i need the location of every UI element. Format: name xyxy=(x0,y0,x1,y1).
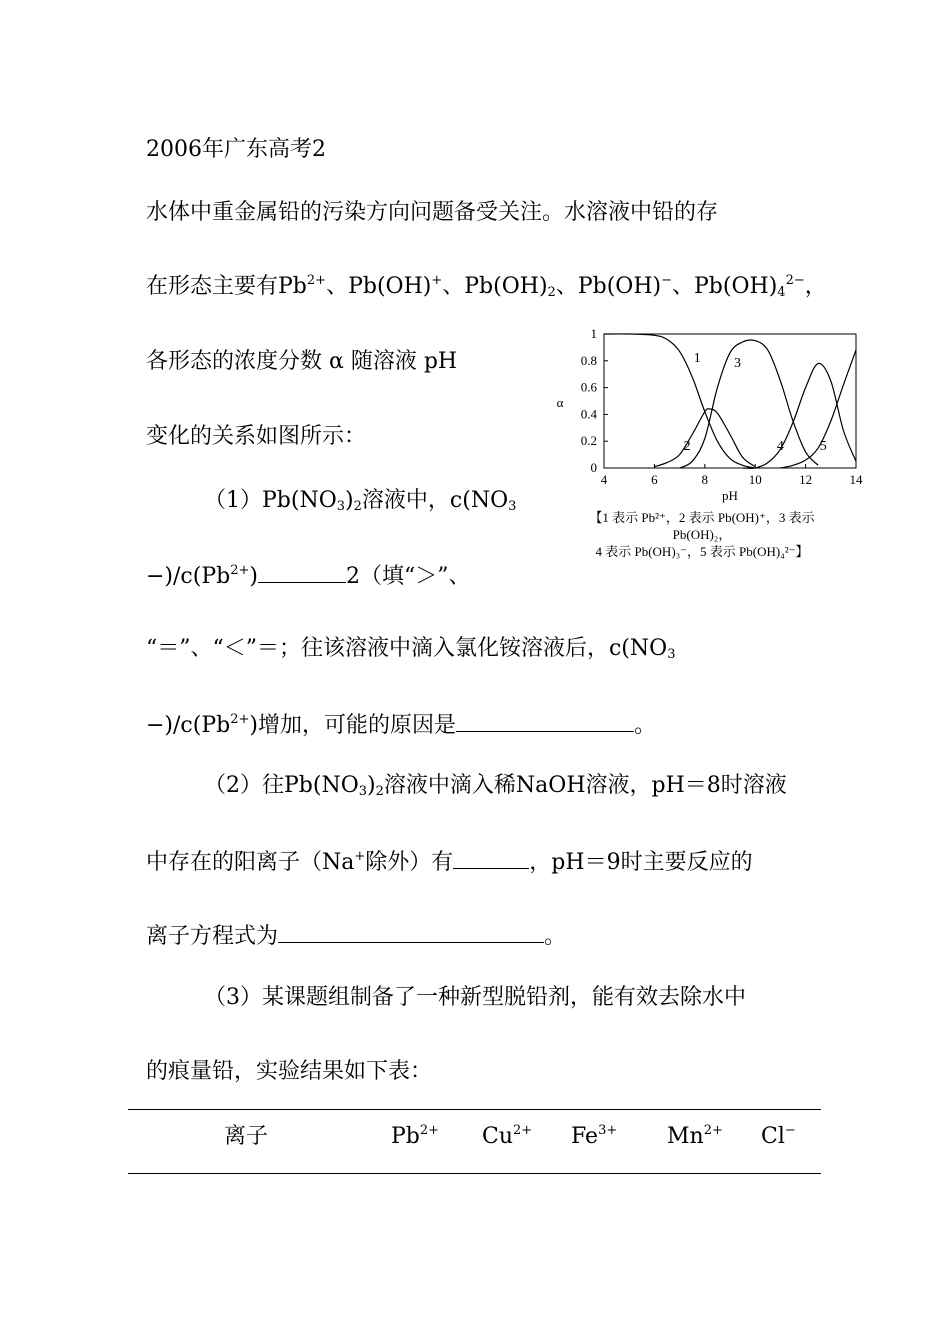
table-header-rule xyxy=(128,1173,821,1174)
x-tick-label: 8 xyxy=(701,472,709,487)
x-tick-label: 10 xyxy=(748,472,762,487)
text: ) xyxy=(345,488,354,513)
answer-blank-4[interactable] xyxy=(278,920,544,943)
x-tick-label: 4 xyxy=(600,472,608,487)
text: )增加，可能的原因是 xyxy=(249,713,456,738)
charge: 2+ xyxy=(513,1123,533,1138)
subscript: 2 xyxy=(375,784,384,799)
text: 中存在的阳离子（Na xyxy=(146,850,355,875)
q2-line-1 xyxy=(204,771,787,801)
text: 2（填“＞”、 xyxy=(345,564,471,589)
text: ) xyxy=(249,564,258,589)
chart-caption-3: 4 表示 Pb(OH)₃⁻，5 表示 Pb(OH)₄²⁻】 xyxy=(595,544,809,559)
q3-line-1: （3）某课题组制备了一种新型脱铅剂，能有效去除水中 xyxy=(204,985,746,1010)
charge: 2+ xyxy=(306,273,327,288)
text: ， xyxy=(804,274,827,299)
q1-line-4 xyxy=(146,709,656,741)
q1-line-2 xyxy=(146,560,470,592)
x-tick-label: 6 xyxy=(651,472,658,487)
table-top-rule xyxy=(128,1109,821,1110)
charge: 2+ xyxy=(703,1123,723,1138)
text: 、Pb(OH) xyxy=(326,274,432,299)
text: “＝”、“＜”＝；往该溶液中滴入氯化铵溶液后，c(NO xyxy=(146,636,668,661)
table-col-cu xyxy=(482,1122,532,1152)
charge: + xyxy=(431,273,443,288)
series-label-2: 2 xyxy=(683,439,691,455)
series-label-1: 1 xyxy=(693,350,701,366)
text: （2）往Pb(NO xyxy=(204,773,359,798)
text: ) xyxy=(367,773,376,798)
text: Fe xyxy=(571,1124,599,1149)
text: 、Pb(OH) xyxy=(555,274,662,299)
page-title: 2006年广东高考2 xyxy=(146,137,326,162)
text: 除外）有 xyxy=(365,850,454,875)
y-tick-label: 0.4 xyxy=(580,406,597,422)
series-line-5 xyxy=(780,350,856,468)
y-tick-label: 1 xyxy=(590,326,597,341)
text: （1）Pb(NO xyxy=(204,488,337,513)
text: 、Pb(OH) xyxy=(672,274,778,299)
series-line-4 xyxy=(743,363,856,468)
charge: 2+ xyxy=(230,712,250,727)
q1-line-3 xyxy=(146,634,675,664)
text: −)/c(Pb xyxy=(146,713,231,738)
answer-blank-1[interactable] xyxy=(258,560,346,583)
text: Cl xyxy=(761,1124,785,1149)
table-col-fe xyxy=(571,1122,617,1152)
text: 、Pb(OH) xyxy=(442,274,548,299)
text: 。 xyxy=(633,713,656,738)
table-header-ion: 离子 xyxy=(224,1124,269,1149)
chart-caption-2: Pb(OH)₂， xyxy=(672,527,732,542)
text: Pb xyxy=(391,1124,420,1149)
text: 溶液中，c(NO xyxy=(361,488,509,513)
charge: 3+ xyxy=(598,1123,618,1138)
table-col-cl xyxy=(761,1122,796,1152)
q3-line-2: 的痕量铅，实验结果如下表： xyxy=(146,1059,433,1084)
intro-line-2 xyxy=(146,272,827,302)
subscript: 2 xyxy=(547,285,556,300)
subscript: 2 xyxy=(353,499,362,514)
text: 。 xyxy=(544,924,567,949)
text: ，pH＝9时主要反应的 xyxy=(529,850,753,875)
series-line-1 xyxy=(604,334,755,468)
y-tick-label: 0.8 xyxy=(580,352,597,368)
x-tick-label: 14 xyxy=(849,472,863,487)
text: −)/c(Pb xyxy=(146,564,231,589)
series-label-3: 3 xyxy=(734,356,742,372)
charge: − xyxy=(661,273,672,288)
text: 溶液中滴入稀NaOH溶液，pH＝8时溶液 xyxy=(383,773,787,798)
charge: − xyxy=(784,1123,796,1138)
y-tick-label: 0.2 xyxy=(580,433,597,449)
x-tick-label: 12 xyxy=(799,472,813,487)
series-label-5: 5 xyxy=(819,439,827,455)
table-col-pb xyxy=(391,1122,439,1152)
subscript: 3 xyxy=(508,499,517,514)
text: Cu xyxy=(482,1124,514,1149)
answer-blank-3[interactable] xyxy=(453,846,529,869)
chart-caption-1: 【1 表示 Pb²⁺，2 表示 Pb(OH)⁺，3 表示 xyxy=(589,510,815,525)
charge: + xyxy=(354,849,366,864)
answer-blank-2[interactable] xyxy=(456,709,634,732)
text: 离子方程式为 xyxy=(146,924,279,949)
q2-line-2 xyxy=(146,846,753,878)
series-label-4: 4 xyxy=(776,439,784,455)
charge: 2+ xyxy=(419,1123,440,1138)
intro-line-3: 各形态的浓度分数 α 随溶液 pH xyxy=(146,349,458,374)
y-tick-label: 0.6 xyxy=(580,379,597,395)
q1-line-1 xyxy=(204,486,516,516)
subscript: 3 xyxy=(667,647,676,662)
subscript: 3 xyxy=(336,499,346,514)
subscript: 4 xyxy=(777,285,786,300)
intro-line-4: 变化的关系如图所示： xyxy=(146,424,367,449)
subscript: 3 xyxy=(358,784,368,799)
y-axis-label: α xyxy=(556,395,564,410)
alpha-ph-chart xyxy=(548,322,866,510)
q2-line-3 xyxy=(146,920,566,952)
text: Mn xyxy=(667,1124,704,1149)
text: 在形态主要有Pb xyxy=(146,274,307,299)
intro-line-1: 水体中重金属铅的污染方向问题备受关注。水溶液中铅的存 xyxy=(146,200,719,225)
table-col-mn xyxy=(667,1122,723,1152)
y-tick-label: 0 xyxy=(590,460,597,475)
charge: 2− xyxy=(785,273,805,288)
charge: 2+ xyxy=(230,563,250,578)
x-axis-label: pH xyxy=(722,488,738,503)
